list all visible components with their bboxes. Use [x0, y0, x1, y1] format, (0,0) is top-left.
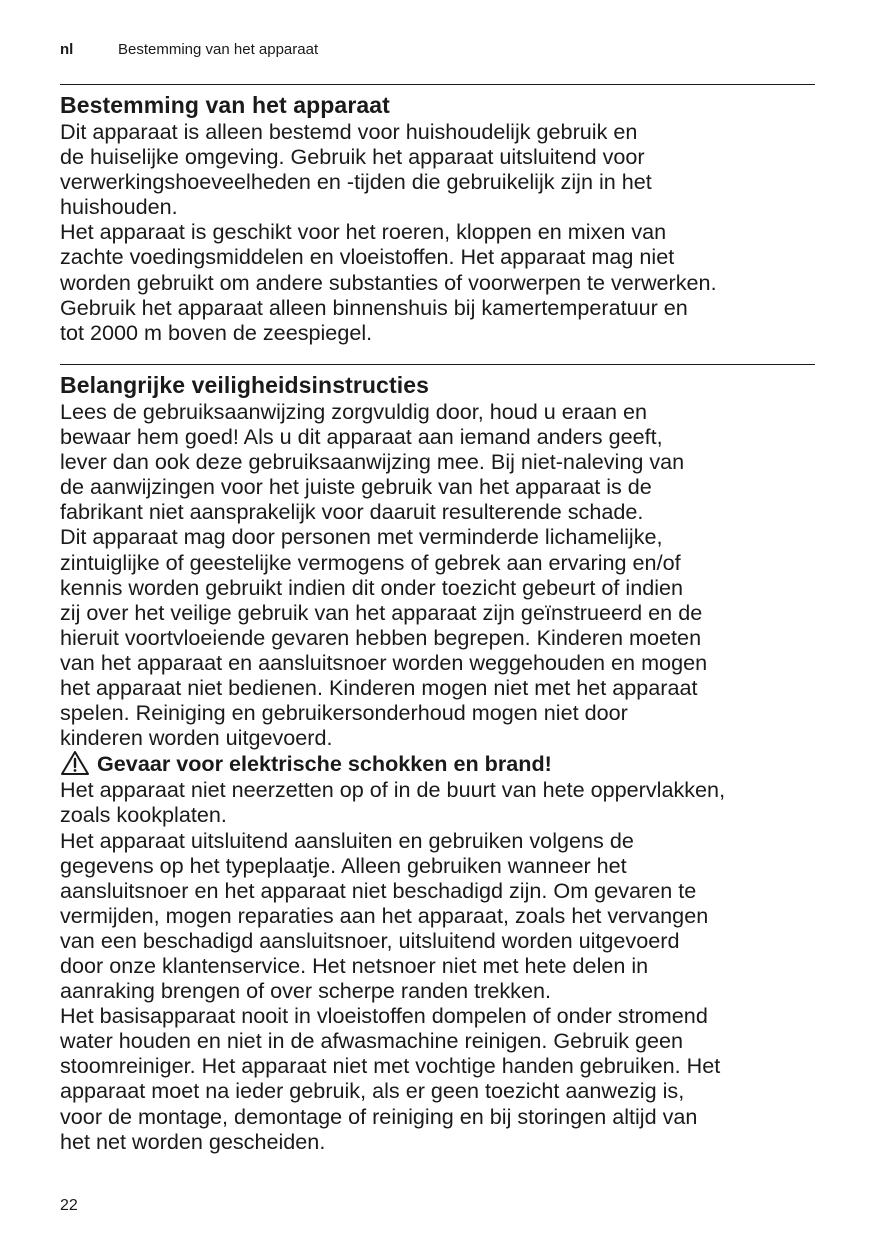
section-divider [60, 364, 815, 365]
section-heading: Bestemming van het apparaat [60, 92, 390, 118]
paragraph: Het apparaat uitsluitend aansluiten en gebruiken volgens de gegevens op het typeplaatje. Alleen gebruiken wanneer het aansluitsnoer en het apparaat niet beschadigd zijn. Om gevaren te vermijden, mogen reparaties aan het apparaat, zoals het vervangen van een beschadigd aansluitsnoer, uitsluitend worden uitgevoerd door onze klantenservice. Het netsnoer niet met hete delen in aanraking brengen of over scherpe randen trekken. [60, 827, 709, 1004]
warning-title: Gevaar voor elektrische schokken en brand! [97, 751, 552, 777]
paragraph: Het apparaat is geschikt voor het roeren, kloppen en mixen van zachte voedingsmiddelen en vloeistoffen. Het apparaat mag niet worden gebruikt om andere substanties of voorwerpen te verwerken. Gebruik het apparaat alleen binnenshuis bij kamertemperatuur en tot 2000 m boven de zeespiegel. [60, 219, 717, 345]
page-number: 22 [60, 1197, 78, 1214]
paragraph: Lees de gebruiksaanwijzing zorgvuldig door, houd u eraan en bewaar hem goed! Als u dit apparaat aan iemand anders geeft, lever dan ook deze gebruiksaanwijzing mee. Bij niet-naleving van de aanwijzingen voor het juiste gebruik van het apparaat is de fabrikant niet aansprakelijk voor daaruit resulterende schade. [60, 399, 685, 525]
running-header [60, 40, 318, 60]
section-divider [60, 84, 815, 85]
language-code: nl [60, 41, 74, 58]
paragraph: Het basisapparaat nooit in vloeistoffen dompelen of onder stromend water houden en niet in de afwasmachine reinigen. Gebruik geen stoomreiniger. Het apparaat niet met vochtige handen gebruiken. Het apparaat moet na ieder gebruik, als er geen toezicht aanwezig is, voor de montage, demontage of reiniging en bij storingen altijd van het net worden gescheiden. [60, 1003, 721, 1154]
paragraph: Het apparaat niet neerzetten op of in de buurt van hete oppervlakken, zoals kookplaten. [60, 777, 726, 828]
header-title: Bestemming van het apparaat [118, 41, 319, 58]
section-heading: Belangrijke veiligheidsinstructies [60, 372, 429, 398]
paragraph: Dit apparaat is alleen bestemd voor huishoudelijk gebruik en de huiselijke omgeving. Gebruik het apparaat uitsluitend voor verwerkingshoeveelheden en -tijden die gebruikelijk zijn in het huishouden. [60, 119, 652, 220]
warning-triangle-icon [60, 750, 90, 776]
section-safety-instructions [60, 371, 820, 1154]
paragraph: Dit apparaat mag door personen met verminderde lichamelijke, zintuiglijke of geestelijke vermogens of gebrek aan ervaring en/of kennis worden gebruikt indien dit onder toezicht gebeurt of indien zij over het veilige gebruik van het apparaat zijn geïnstrueerd en de hieruit voortvloeiende gevaren hebben begrepen. Kinderen moeten van het apparaat en aansluitsnoer worden weggehouden en mogen het apparaat niet bedienen. Kinderen mogen niet met het apparaat spelen. Reiniging en gebruikersonderhoud mogen niet door kinderen worden uitgevoerd. [60, 524, 708, 751]
warning-heading [60, 750, 820, 777]
section-intended-use [60, 91, 820, 345]
